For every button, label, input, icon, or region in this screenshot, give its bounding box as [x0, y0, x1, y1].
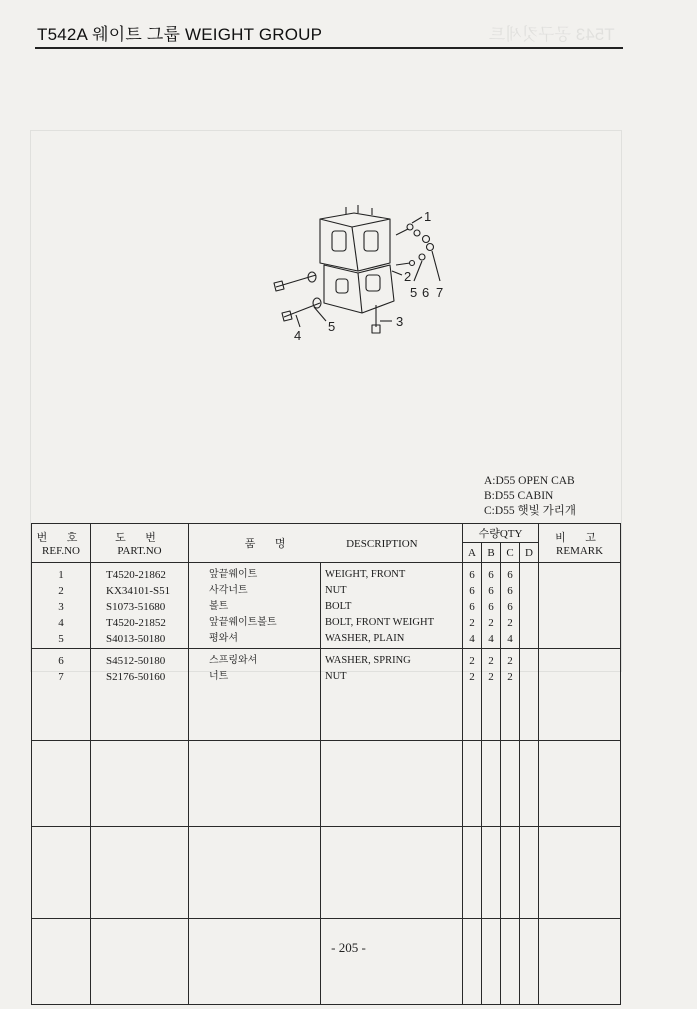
callout-5-left: 5 [410, 285, 418, 300]
description-cell [321, 741, 463, 827]
table-row-group [32, 563, 621, 649]
legend-item: B:D55 CABIN [484, 490, 554, 502]
row-value: 2 [507, 655, 513, 667]
korean-name-cell [189, 649, 321, 741]
row-value: 너트 [209, 671, 229, 682]
korean-name-cell [189, 827, 321, 919]
row-value: 1 [58, 569, 64, 581]
row-value: WASHER, SPRING [325, 655, 411, 666]
part-number-cell [91, 649, 189, 741]
row-value: KX34101-S51 [106, 585, 171, 597]
ref-cell [32, 919, 91, 1005]
part-header-ko: 도 번 [115, 531, 164, 544]
qty-a-cell [463, 563, 482, 649]
description-cell [321, 827, 463, 919]
page-number: - 205 - [331, 940, 366, 955]
qty-b-cell [482, 563, 501, 649]
korean-name-cell [189, 563, 321, 649]
qty-b-cell [482, 741, 501, 827]
qty-c-cell [501, 919, 520, 1005]
row-value: 평와셔 [209, 633, 238, 644]
table-row-group [32, 741, 621, 827]
row-value: 2 [469, 617, 475, 629]
row-value: 스프링와셔 [209, 655, 258, 666]
title-rule [35, 47, 623, 49]
row-value: WEIGHT, FRONT [325, 569, 406, 580]
qty-c-cell [501, 827, 520, 919]
row-value [539, 583, 620, 599]
part-number-cell [91, 827, 189, 919]
row-value: 4 [507, 633, 513, 645]
row-value: WASHER, PLAIN [325, 633, 405, 644]
name-description-header [189, 524, 463, 563]
row-value: 4 [58, 617, 64, 629]
callout-4: 4 [294, 328, 302, 343]
qty-d-cell [520, 649, 539, 741]
ref-cell [32, 563, 91, 649]
row-value: 6 [469, 569, 475, 581]
qty-c-cell [501, 649, 520, 741]
ref-cell [32, 649, 91, 741]
qty-d-cell [520, 741, 539, 827]
qty-d-cell [520, 563, 539, 649]
part-number-cell [91, 741, 189, 827]
row-value [539, 631, 620, 647]
row-value: 2 [488, 655, 494, 667]
row-value [520, 599, 538, 615]
remark-cell [539, 649, 621, 741]
row-value: S4013-50180 [106, 633, 166, 645]
part-header-en: PART.NO [117, 545, 162, 557]
row-value: NUT [325, 671, 347, 682]
part-number-cell [91, 919, 189, 1005]
row-value: 앞끝웨이트 [209, 569, 258, 580]
part-header [91, 524, 189, 563]
qty-d-cell [520, 827, 539, 919]
row-value [520, 583, 538, 599]
ref-header [32, 524, 91, 563]
table-row-group [32, 827, 621, 919]
legend-item: A:D55 OPEN CAB [484, 475, 575, 487]
remark-cell [539, 563, 621, 649]
row-value [539, 669, 620, 685]
qty-b-cell [482, 827, 501, 919]
row-value: 앞끝웨이트볼트 [209, 617, 277, 628]
qty-d-cell [520, 919, 539, 1005]
bleed-through-title: T543 공구킷세트 [489, 25, 615, 44]
row-value: S4512-50180 [106, 655, 166, 667]
row-value: 2 [507, 617, 513, 629]
remark-header [539, 524, 621, 563]
callout-1: 1 [424, 209, 432, 224]
qty-b-cell [482, 649, 501, 741]
row-value: S2176-50160 [106, 671, 166, 683]
row-value: 6 [488, 569, 494, 581]
row-value [539, 599, 620, 615]
ref-cell [32, 741, 91, 827]
row-value: 2 [469, 655, 475, 667]
qty-a-cell [463, 649, 482, 741]
row-value [520, 653, 538, 669]
description-header: DESCRIPTION [346, 538, 418, 550]
row-value: NUT [325, 585, 347, 596]
row-value: 7 [58, 671, 64, 683]
row-value: T4520-21862 [106, 569, 166, 581]
description-cell [321, 919, 463, 1005]
ref-cell [32, 827, 91, 919]
page-title: T542A 웨이트 그룹 WEIGHT GROUP [37, 25, 323, 44]
row-value: 3 [58, 601, 64, 613]
qty-a-cell [463, 741, 482, 827]
row-value: 2 [507, 671, 513, 683]
row-value [539, 615, 620, 631]
row-value [520, 631, 538, 647]
row-value: 6 [507, 585, 513, 597]
ref-header-en: REF.NO [42, 545, 80, 557]
callout-3: 3 [396, 314, 404, 329]
name-header-ko: 품 명 [244, 537, 294, 550]
qty-col-c: C [501, 543, 520, 563]
row-value: 5 [58, 633, 64, 645]
korean-name-cell [189, 919, 321, 1005]
part-number-cell [91, 563, 189, 649]
row-value: BOLT [325, 601, 352, 612]
remark-cell [539, 741, 621, 827]
qty-b-cell [482, 919, 501, 1005]
row-value: T4520-21852 [106, 617, 166, 629]
row-value [539, 653, 620, 669]
qty-c-cell [501, 563, 520, 649]
row-value: 6 [488, 585, 494, 597]
row-value: 2 [58, 585, 64, 597]
row-value: S1073-51680 [106, 601, 166, 613]
cab-legend [484, 474, 576, 519]
table-row-group [32, 919, 621, 1005]
callout-7: 7 [436, 285, 444, 300]
row-value: 6 [469, 585, 475, 597]
qty-col-a: A [463, 543, 482, 563]
row-value: 6 [488, 601, 494, 613]
row-value: 6 [507, 601, 513, 613]
ref-header-ko: 번 호 [36, 531, 86, 544]
row-value: 볼트 [209, 601, 229, 612]
row-value: 6 [507, 569, 513, 581]
table-row-group [32, 649, 621, 741]
description-cell [321, 563, 463, 649]
remark-cell [539, 919, 621, 1005]
qty-header: 수량QTY [463, 524, 539, 543]
description-cell [321, 649, 463, 741]
row-value [520, 615, 538, 631]
callout-6: 6 [422, 285, 430, 300]
row-value: 6 [58, 655, 64, 667]
qty-c-cell [501, 741, 520, 827]
row-value: 사각너트 [209, 585, 248, 596]
qty-col-b: B [482, 543, 501, 563]
row-value: 2 [488, 671, 494, 683]
legend-item: C:D55 햇빛 가리개 [484, 505, 576, 517]
row-value [539, 567, 620, 583]
row-value: 4 [469, 633, 475, 645]
row-value: 6 [469, 601, 475, 613]
row-value: 2 [488, 617, 494, 629]
exploded-parts-diagram [262, 205, 452, 345]
qty-a-cell [463, 827, 482, 919]
qty-a-cell [463, 919, 482, 1005]
remark-header-ko: 비 고 [555, 531, 604, 544]
row-value: BOLT, FRONT WEIGHT [325, 617, 434, 628]
parts-table [31, 523, 621, 1005]
row-value: 4 [488, 633, 494, 645]
row-value [520, 567, 538, 583]
callout-2: 2 [404, 269, 412, 284]
row-value [520, 669, 538, 685]
callout-5: 5 [328, 319, 336, 334]
qty-col-d: D [520, 543, 539, 563]
korean-name-cell [189, 741, 321, 827]
remark-header-en: REMARK [556, 545, 604, 557]
row-value: 2 [469, 671, 475, 683]
remark-cell [539, 827, 621, 919]
